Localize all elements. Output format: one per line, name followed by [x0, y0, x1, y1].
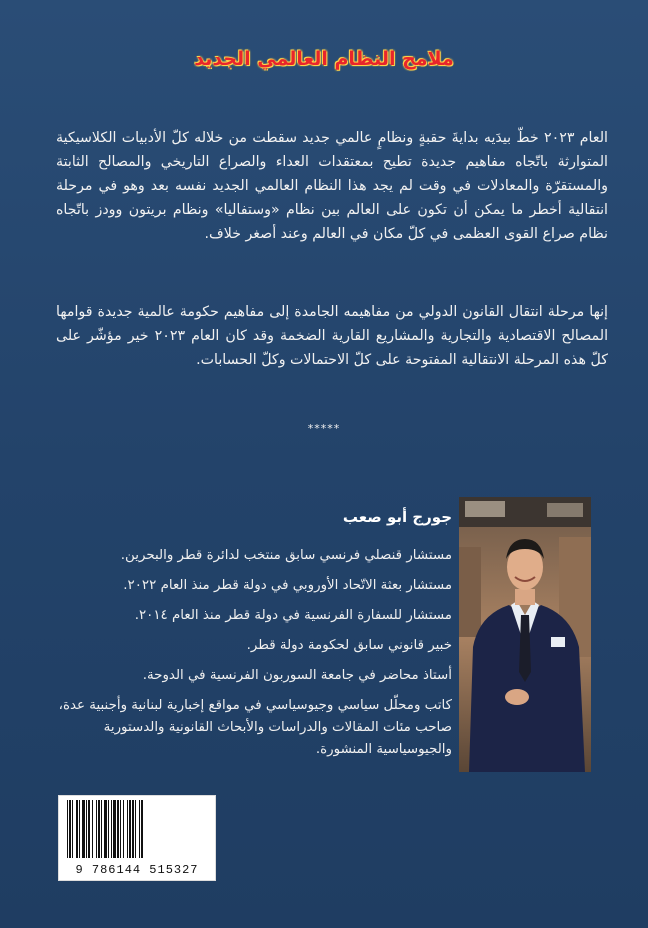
barcode-bar [72, 800, 73, 858]
author-name: جورج أبو صعب [342, 508, 452, 526]
author-photo-art [459, 497, 591, 772]
barcode-bar [104, 800, 107, 858]
bio-line-2: مستشار بعثة الاتّحاد الأوروبي في دولة قطر منذ العام ٢٠٢٢. [123, 578, 452, 593]
barcode-bar [67, 800, 68, 858]
barcode-bar [135, 800, 136, 858]
author-photo [459, 497, 591, 772]
bio-line-3: مستشار للسفارة الفرنسية في دولة قطر منذ العام ٢٠١٤. [134, 608, 452, 623]
barcode-bar [101, 800, 102, 858]
barcode-bar [82, 800, 85, 858]
bio-line-4: خبير قانوني سابق لحكومة دولة قطر. [246, 638, 452, 653]
barcode-bar [111, 800, 112, 858]
barcode-bars [59, 796, 215, 862]
bio-line-5: أستاذ محاضر في جامعة السوربون الفرنسية في الدوحة. [142, 668, 452, 683]
barcode-bar [88, 800, 90, 858]
barcode-bar [117, 800, 119, 858]
barcode-bar [141, 800, 143, 858]
barcode-bar [132, 800, 134, 858]
barcode [58, 795, 216, 881]
barcode-bar [120, 800, 121, 858]
barcode-bar [113, 800, 116, 858]
barcode-bar [139, 800, 140, 858]
paragraph-1: العام ٢٠٢٣ خطّ بيدَيه بدايةَ حقبةٍ ونظامٍ عالمي جديد سقطت من خلاله كلّ الأدبيات الكلاسيكية المتوارثة باتّجاه مفاهيم جديدة تطيح بمعتقدات العداء والصراع التاريخي والمصالح الثابتة والمستقرّة والمعادلات في وقت لم يجد هذا النظام العالمي الجديد نفسه بعد وهو في مرحلة انتقالية أخطر ما يمكن أن تكون على العالم بين نظام «وستفاليا» ونظام بريتون وودز باتّجاه نظام صراع القوى العظمى في كلّ مكان في العالم وعند أصغر خلاف. [56, 130, 608, 242]
barcode-bar [92, 800, 93, 858]
separator: ***** [307, 422, 341, 435]
barcode-bar [127, 800, 128, 858]
barcode-bar [79, 800, 80, 858]
paragraph-2: إنها مرحلة انتقال القانون الدولي من مفاهيمه الجامدة إلى مفاهيم حكومة عالمية جديدة قوامها المصالح الاقتصادية والتجارية والمشاريع القارية الضخمة وقد كان العام ٢٠٢٣ خير مؤشّر على كلّ هذه المرحلة الانتقالية المفتوحة على كلّ الاحتمالات وكلّ الحسابات. [56, 304, 609, 368]
barcode-bar [96, 800, 97, 858]
barcode-bar [86, 800, 87, 858]
bio-line-6: كاتب ومحلّل سياسي وجيوسياسي في مواقع إخبارية لبنانية وأجنبية عدة، صاحب مئات المقالات والدراسات والأبحاث القانونية والدستورية والجيوسياسية المنشورة. [58, 698, 452, 757]
barcode-bar [69, 800, 71, 858]
barcode-bar [129, 800, 131, 858]
book-title: ملامح النظام العالمي الجديد [194, 48, 454, 70]
barcode-bar [98, 800, 100, 858]
barcode-bar [108, 800, 109, 858]
bio-line-1: مستشار قنصلي فرنسي سابق منتخب لدائرة قطر والبحرين. [120, 548, 452, 563]
barcode-bar [76, 800, 78, 858]
barcode-bar [123, 800, 124, 858]
isbn-number: 9 786144 515327 [75, 863, 199, 877]
